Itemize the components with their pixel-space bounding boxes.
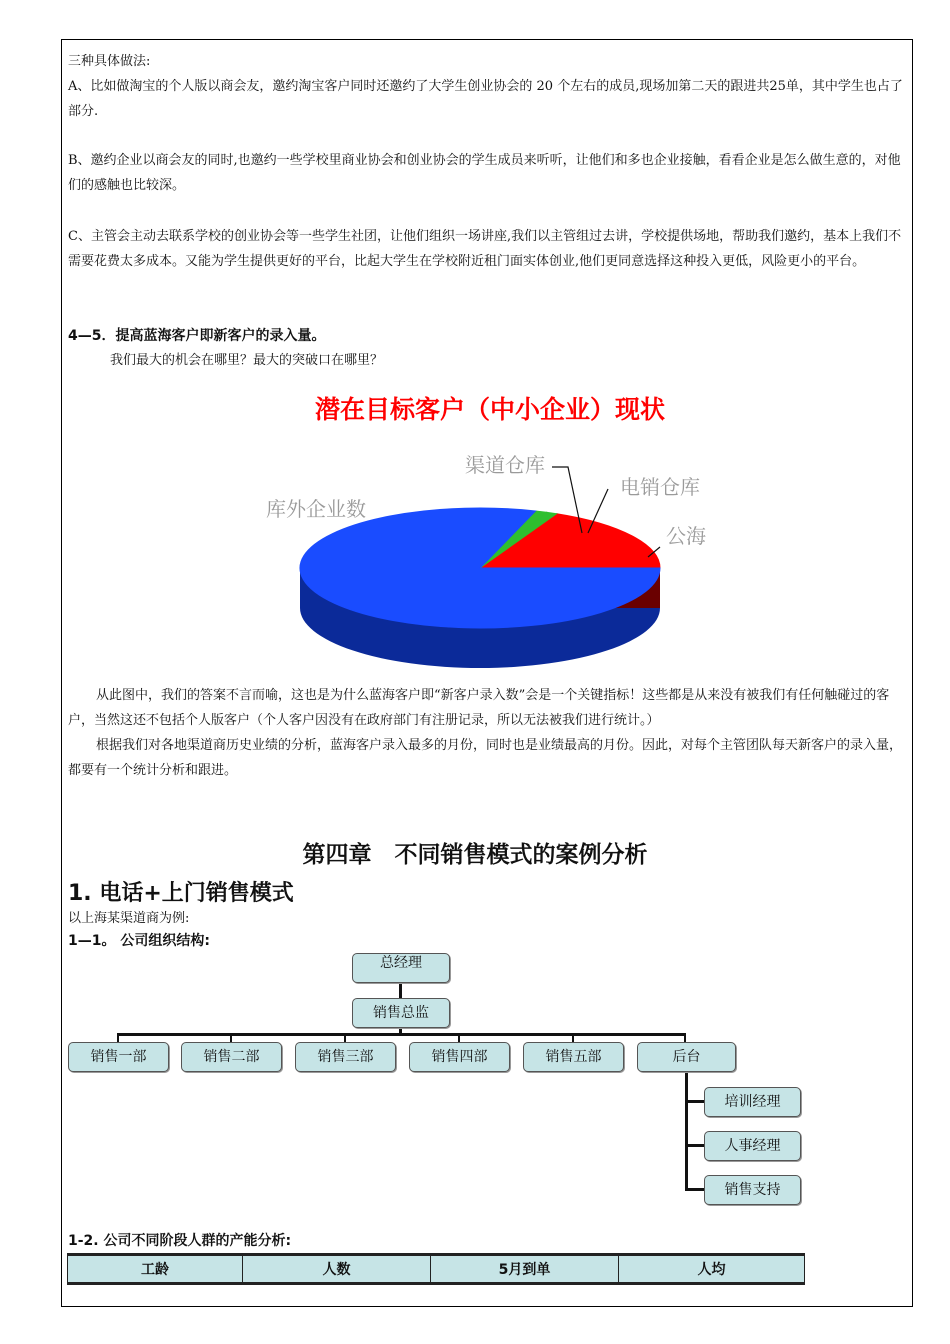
chapter-title: 第四章 不同销售模式的案例分析 [302, 842, 648, 868]
org-chart [60, 945, 820, 1215]
section-title: 1. 电话+上门销售模式 [68, 881, 294, 906]
section-4-5-question: 我们最大的机会在哪里？最大的突破口在哪里？ [110, 353, 384, 368]
org-box-ceo: 总经理 [352, 953, 450, 983]
analysis-paragraph-2: 根据我们对各地渠道商历史业绩的分析，蓝海客户录入最多的月份，同时也是业绩最高的月份。因此，对每个主管团队每天新客户的录入量，都要有一个统计分析和跟进。 [68, 738, 903, 778]
connector [685, 1071, 688, 1191]
column-header: 5月到单 [431, 1255, 619, 1284]
example-text: 以上海某渠道商为例: [68, 911, 190, 926]
connector [685, 1100, 705, 1103]
methods-heading: 三种具体做法: [68, 54, 151, 69]
pie-chart [190, 385, 790, 670]
connector [572, 1033, 574, 1042]
connector [685, 1188, 705, 1191]
chart-title: 潜在目标客户（中小企业）现状 [314, 395, 666, 424]
pie-body [300, 508, 660, 668]
org-box-training-manager: 培训经理 [704, 1087, 801, 1117]
section-4-5-heading: 4—5．提高蓝海客户即新客户的录入量。 [68, 328, 326, 344]
org-box-sales-director: 销售总监 [352, 998, 450, 1028]
connector [684, 1033, 686, 1042]
connector [117, 1033, 119, 1042]
org-box-dept-5: 销售五部 [523, 1042, 624, 1072]
org-box-dept-1: 销售一部 [68, 1042, 169, 1072]
org-box-hr-manager: 人事经理 [704, 1131, 801, 1161]
chart-label: 库外企业数 [266, 497, 366, 521]
connector [399, 982, 402, 998]
connector [117, 1033, 686, 1036]
connector [344, 1033, 346, 1042]
connector [685, 1144, 705, 1147]
org-box-backoffice: 后台 [637, 1042, 736, 1072]
analysis-paragraph-1: 从此图中，我们的答案不言而喻，这也是为什么蓝海客户即“新客户录入数”会是一个关键指标！这些都是从来没有被我们有任何触碰过的客户，当然这还不包括个人版客户（个人客户因没有在政府部门有注册记录，所以无法被我们进行统计。） [68, 688, 890, 728]
org-box-dept-4: 销售四部 [409, 1042, 510, 1072]
column-header: 工龄 [68, 1255, 243, 1284]
chart-label: 公海 [666, 524, 706, 548]
chart-label: 渠道仓库 [465, 453, 545, 477]
chart-label: 电销仓库 [620, 475, 700, 499]
method-c: C、主管会主动去联系学校的创业协会等一些学生社团，让他们组织一场讲座,我们以主管组过去讲，学校提供场地，帮助我们邀约，基本上我们不需要花费太多成本。又能为学生提供更好的平台，比起大学生在学校附近租门面实体创业,他们更同意选择这种投入更低，风险更小的平台。 [68, 229, 902, 269]
org-heading: 1—1。 公司组织结构: [68, 933, 210, 949]
column-header: 人均 [619, 1255, 805, 1284]
org-box-dept-3: 销售三部 [295, 1042, 396, 1072]
org-box-dept-2: 销售二部 [181, 1042, 282, 1072]
capacity-heading: 1-2. 公司不同阶段人群的产能分析: [68, 1233, 292, 1249]
connector [230, 1033, 232, 1042]
method-b: B、邀约企业以商会友的同时,也邀约一些学校里商业协会和创业协会的学生成员来听听，让他们和多也企业接触，看看企业是怎么做生意的，对他们的感触也比较深。 [68, 153, 901, 193]
capacity-table [67, 1253, 805, 1285]
org-box-sales-support: 销售支持 [704, 1175, 801, 1205]
connector [458, 1033, 460, 1042]
table-header-row [68, 1255, 805, 1284]
method-a: A、比如做淘宝的个人版以商会友，邀约淘宝客户同时还邀约了大学生创业协会的 20 个左右的成员,现场加第二天的跟进共25单，其中学生也占了部分. [68, 79, 903, 119]
column-header: 人数 [243, 1255, 431, 1284]
